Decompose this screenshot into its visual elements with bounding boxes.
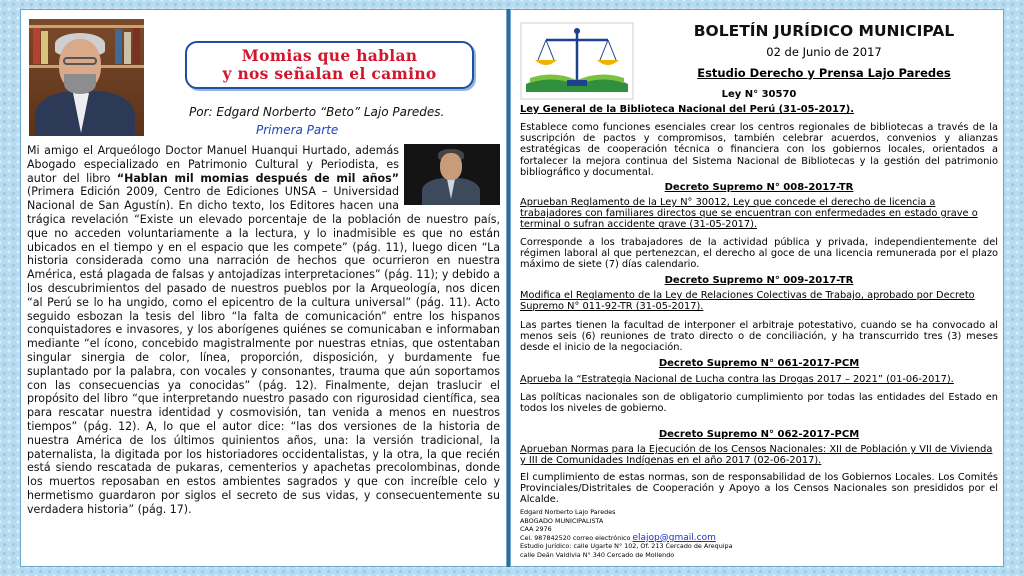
signature-name: Edgard Norberto Lajo Paredes [520, 508, 616, 516]
decree-title: Aprueban Reglamento de la Ley N° 30012, Ley que concede el derecho de licencia a trabajadores con familiares directos que se encuentran con enfermedades en estado grave o terminal o sufran accidente grave (31-05-2017). [520, 197, 978, 231]
decree-title: Aprueban Normas para la Ejecución de los Censos Nacionales: XII de Población y VII de Vivienda y III de Comunidades Indígenas en el año 2017 (02-06-2017). [520, 444, 993, 467]
decree-heading: Decreto Supremo N° 061-2017-PCM [658, 358, 860, 369]
signature-role: ABOGADO MUNICIPALISTA [520, 516, 604, 525]
article-title-line-2: y nos señalan el camino [222, 64, 437, 83]
law-heading: Ley N° 30570 [721, 89, 797, 100]
bulletin-page [510, 9, 1004, 567]
bulletin-firm: Estudio Derecho y Prensa Lajo Paredes [697, 66, 951, 80]
article-body [27, 144, 500, 567]
article-page [20, 9, 507, 567]
signature-block [520, 508, 998, 560]
decree-summary: Las políticas nacionales son de obligatorio cumplimiento por todas las entidades del Estado en todos los niveles de gobierno. [520, 392, 998, 415]
signature-address-2: calle Deán Valdivia N° 340 Cercado de Mollendo [520, 550, 675, 559]
decree-summary: Corresponde a los trabajadores de la actividad pública y privada, independientemente del régimen laboral al que pertenezcan, el derecho al goce de una licencia remunerada por el plazo máximo de siete (7) días calendario. [520, 237, 998, 271]
bulletin-title: BOLETÍN JURÍDICO MUNICIPAL [693, 22, 955, 40]
signature-contact [520, 534, 998, 543]
decree-heading: Decreto Supremo N° 008-2017-TR [664, 182, 854, 193]
decree-heading: Decreto Supremo N° 062-2017-PCM [658, 429, 860, 440]
law-title: Ley General de la Biblioteca Nacional del Perú (31-05-2017). [520, 104, 854, 115]
author-photo [29, 19, 144, 136]
signature-registry: CAA 2976 [520, 525, 552, 534]
decree-summary: Las partes tienen la facultad de interponer el arbitraje potestativo, cuando se ha convocado al menos seis (6) reuniones de trato directo o de conciliación, y ha transcurrido tres (3) meses desde el inicio de la negociación. [520, 320, 998, 354]
article-text-intro: Mi amigo el Arqueólogo Doctor Manuel Huanqui Hurtado, además Abogado especializado en Patrimonio Cultural y Periodista, es autor del libro [27, 144, 399, 185]
article-text-main: (Primera Edición 2009, Centro de Ediciones UNSA – Universidad Nacional de San Agustín). En dicho texto, los Editores hacen una trágica revelación “Existe un elevado porcentaje de la población de nuestro país, que no acceden voluntariamente a la lectura, y lo inadmisible es que no están ubicados en el tiempo y en el espacio que les compete” (pág. 11), luego dicen “La historia considerada como una narración de hechos que ocurrieron en nuestra América, está plagada de falsas y antojadizas interpretaciones” (pág. 11); y debido a los descubrimientos del pasado de nuestros pueblos por la Arqueología, nos dicen “al Perú se lo ha ungido, como el epicentro de la cultura universal” (pág. 11). Acto seguido esbozan la tesis del libro “la falta de comunicación” entre los hispanos conquistadores e invasores, y los aborígenes quiénes se comunicaban e informaban mediante “el ícono, concebido magistralmente por nuestras etnias, que ostentaban singular sinergia de color, línea, proporción, disposición, y burdamente fue suplantado por la palabra, con vocales y consonantes, trauma que aún soportamos con las consecuencias ya conocidas” (pág. 12). Finalmente, dejan traslucir el propósito del libro “que interpretando nuestro pasado con rigurosidad científica, sea para rescatar nuestra identidad y cosmovisión, tan venida a menos en nuestros tiempos” (pág. 12). A, lo que el autor dice: “las dos versiones de la historia de nuestra América de los últimos quinientos años, una: la versión tradicional, la paternalista, la digitada por los historiadores occidentalistas, y la otra, la que recién está siendo rescatada de pukaras, cementerios y apachetas precolombinas, donde los muertos reposaban en estos ambientes sagrados y que con increíble celo y hermetismo guardaron por siglos el secreto de sus vidas, y consecuentemente su verdadera historia” (pág. 17). [27, 185, 500, 516]
decree-heading: Decreto Supremo N° 009-2017-TR [664, 275, 854, 286]
signature-phone: Cel. 987842520 correo electrónico [520, 533, 633, 542]
decree-title: Modifica el Reglamento de la Ley de Relaciones Colectivas de Trabajo, aprobado por Decreto Supremo N° 011-92-TR (31-05-2017). [520, 290, 975, 313]
law-summary: Establece como funciones esenciales crear los centros regionales de bibliotecas a través de la suscripción de pactos y compromisos, también celebrar acuerdos, convenios y alianzas estratégicas de cooperación técnica o financiera con los gobiernos locales, orientados a fortalecer la mejora continua del Sistema Nacional de Bibliotecas y la gestión del patrimonio bibliográfico y documental. [520, 122, 998, 178]
signature-address-1: Estudio Jurídico: calle Ugarte N° 102, Of. 213 Cercado de Arequipa [520, 542, 733, 551]
bulletin-date: 02 de Junio de 2017 [766, 45, 882, 59]
decree-title: Aprueba la “Estrategia Nacional de Lucha contra las Drogas 2017 – 2021” (01-06-2017). [520, 374, 954, 385]
article-part-label: Primera Parte [256, 123, 339, 137]
article-byline: Por: Edgard Norberto “Beto” Lajo Paredes. [189, 105, 445, 119]
decree-summary: El cumplimiento de estas normas, son de responsabilidad de los Gobiernos Locales. Los Comités Provinciales/Distritales de Cooperación y Apoyo a los Censos Nacionales son presididos por el Alcalde. [520, 472, 998, 506]
article-title-banner [185, 41, 474, 89]
email-link[interactable]: elajop@gmail.com [632, 532, 716, 543]
article-title-line-1: Momias que hablan [241, 46, 418, 65]
book-title: “Hablan mil momias después de mil años” [116, 171, 399, 185]
